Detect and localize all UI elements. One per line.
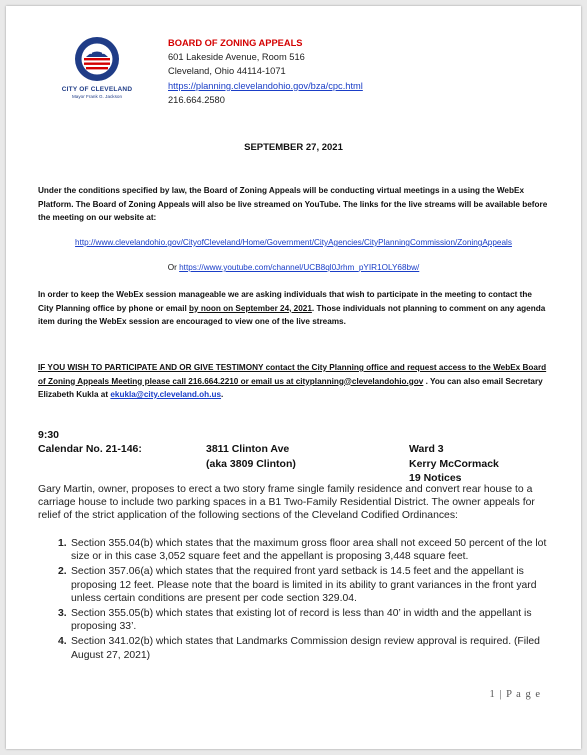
secretary-email-link[interactable]: ekukla@city.cleveland.oh.us bbox=[110, 390, 222, 399]
list-item bbox=[38, 607, 550, 633]
item-number: 2. bbox=[58, 566, 67, 578]
website-link[interactable]: https://planning.clevelandohio.gov/bza/cpc.html bbox=[168, 80, 363, 91]
property-address bbox=[206, 442, 296, 471]
notices-count: 19 Notices bbox=[409, 472, 462, 484]
participation-text-a: In order to keep the WebEx session manageable we are asking individuals that wish to participate in the meeting to contact the City Planning office by phone or email bbox=[38, 290, 532, 313]
youtube-link[interactable]: https://www.youtube.com/channel/UCB8ql0Jrhm_pYIR1OLY68bw/ bbox=[179, 263, 420, 272]
phone-number: 216.664.2580 bbox=[168, 94, 225, 105]
testimony-text-b: . You can also email Secretary Elizabeth Kukla at bbox=[38, 376, 543, 399]
page-number: 1 | P a g e bbox=[489, 689, 541, 700]
org-name: BOARD OF ZONING APPEALS bbox=[168, 38, 303, 48]
item-number: 4. bbox=[58, 636, 67, 648]
or-label: Or bbox=[167, 263, 177, 272]
appeal-description: Gary Martin, owner, proposes to erect a two story frame single family residence and convert rear house to a carriage house to include two parking spaces in a B1 Two-Family Residential District. The owner appeals for relief of the strict application of the following sections of the Cleveland Codified Ordinances: bbox=[38, 484, 535, 522]
calendar-number: Calendar No. 21-146: bbox=[38, 443, 142, 455]
city-seal-icon bbox=[74, 36, 120, 82]
item-text: Section 355.04(b) which states that the maximum gross floor area shall not exceed 50 percent of the lot size or in this case 3,052 square feet and the appellant is proposing 3,448 square feet. bbox=[71, 538, 547, 563]
logo-city-name: CITY OF CLEVELAND bbox=[61, 86, 133, 93]
address-main: 3811 Clinton Ave bbox=[206, 443, 290, 455]
address-line-2: Cleveland, Ohio 44114-1071 bbox=[168, 66, 286, 77]
deadline-text: by noon on September 24, 2021 bbox=[189, 303, 312, 313]
item-number: 3. bbox=[58, 608, 67, 620]
testimony-end: . bbox=[221, 390, 224, 399]
letterhead-address bbox=[168, 36, 363, 107]
ward: Ward 3 bbox=[409, 443, 444, 455]
document-page bbox=[6, 6, 581, 749]
list-item bbox=[38, 565, 550, 605]
ward-info bbox=[409, 442, 499, 486]
address-line-1: 601 Lakeside Avenue, Room 516 bbox=[168, 52, 305, 63]
link-line-2 bbox=[6, 263, 581, 272]
list-item bbox=[38, 635, 550, 661]
councilmember: Kerry McCormack bbox=[409, 457, 499, 470]
testimony-paragraph bbox=[38, 361, 548, 402]
ordinance-list bbox=[38, 537, 550, 664]
participation-paragraph bbox=[38, 288, 548, 329]
intro-paragraph: Under the conditions specified by law, the Board of Zoning Appeals will be conducting virtual meetings in a using the WebEx Platform. The Board of Zoning Appeals will also be live streamed on YouTube. The links for the live streams will be available before the meeting on our website at: bbox=[38, 186, 548, 222]
logo-mayor: Mayor Frank G. Jackson bbox=[71, 94, 123, 99]
city-logo bbox=[54, 36, 140, 99]
list-item bbox=[38, 537, 550, 563]
item-number: 1. bbox=[58, 538, 67, 549]
item-text: Section 355.05(b) which states that existing lot of record is less than 40’ in width and the appellant is proposing 33’. bbox=[71, 608, 532, 633]
item-text: Section 341.02(b) which states that Landmarks Commission design review approval is required. (Filed August 27, 2021) bbox=[71, 636, 540, 661]
meeting-date: SEPTEMBER 27, 2021 bbox=[244, 142, 343, 153]
zoning-appeals-link[interactable]: http://www.clevelandohio.gov/CityofCleveland/Home/Government/CityAgencies/CityPlanningCommission/ZoningAppeals bbox=[75, 238, 512, 247]
link-line-1 bbox=[6, 238, 581, 247]
participation-text-b: . Those individuals not planning to comment on any agenda item during the WebEx session are encouraged to view one of the live streams. bbox=[38, 303, 546, 326]
testimony-text: IF YOU WISH TO PARTICIPATE AND OR GIVE TESTIMONY contact the City Planning office and request access to the WebEx Board of Zoning Appeals Meeting please call 216.664.2210 or email us at cityplanning@clevelandohio.gov bbox=[38, 363, 547, 386]
item-text: Section 357.06(a) which states that the required front yard setback is 14.5 feet and the appellant is proposing 12 feet. Please note that the board is limited in its ability to grant variances in the front yard unless certain conditions are present per code section 329.04. bbox=[71, 566, 537, 604]
agenda-time: 9:30 bbox=[38, 429, 60, 441]
address-aka: (aka 3809 Clinton) bbox=[206, 457, 296, 470]
